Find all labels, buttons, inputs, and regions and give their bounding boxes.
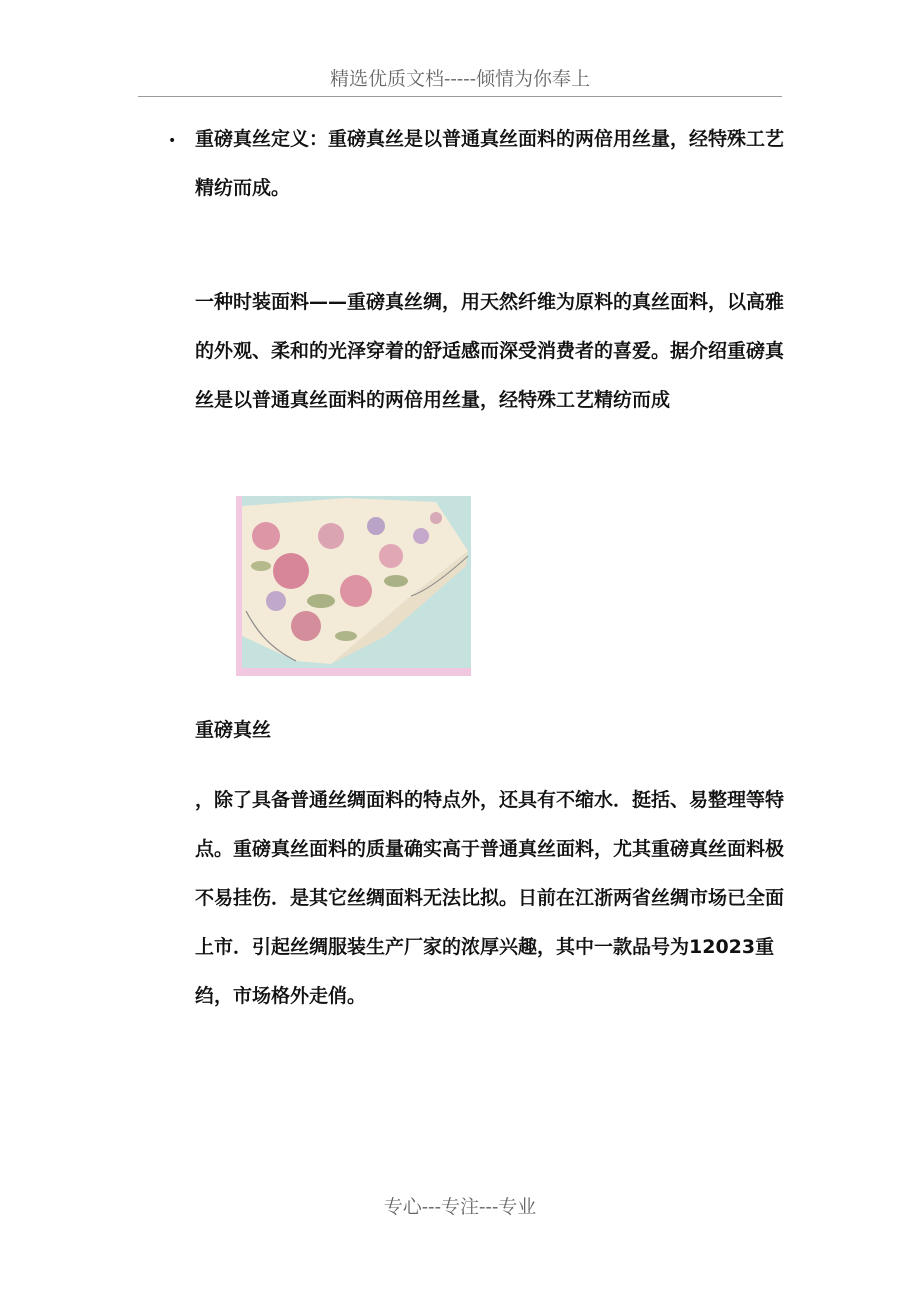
page-footer [0, 1192, 920, 1219]
intro-paragraph: 一种时装面料——重磅真丝绸，用天然纤维为原料的真丝面料，以高雅的外观、柔和的光泽穿着的舒适感而深受消费者的喜爱。据介绍重磅真丝是以普通真丝面料的两倍用丝量，经特殊工艺精纺而成 [195, 291, 785, 411]
body-paragraph: ，除了具备普通丝绸面料的特点外，还具有不缩水．挺括、易整理等特点。重磅真丝面料的质量确实高于普通真丝面料，尤其重磅真丝面料极不易挂伤．是其它丝绸面料无法比拟。日前在江浙两省丝绸市场已全面上市．引起丝绸服装生产厂家的浓厚兴趣，其中一款品号为12023重绉，市场格外走俏。 [195, 789, 785, 1007]
header-title: 精选优质文档-----倾情为你奉上 [329, 68, 591, 90]
bullet-dot-icon: • [168, 133, 177, 149]
page-header [138, 62, 782, 97]
image-caption: 重磅真丝 [195, 719, 272, 741]
definition-paragraph: 重磅真丝定义：重磅真丝是以普通真丝面料的两倍用丝量，经特殊工艺精纺而成。 [195, 128, 785, 199]
footer-text: 专心---专注---专业 [383, 1196, 537, 1218]
silk-fabric-photo [236, 496, 471, 676]
